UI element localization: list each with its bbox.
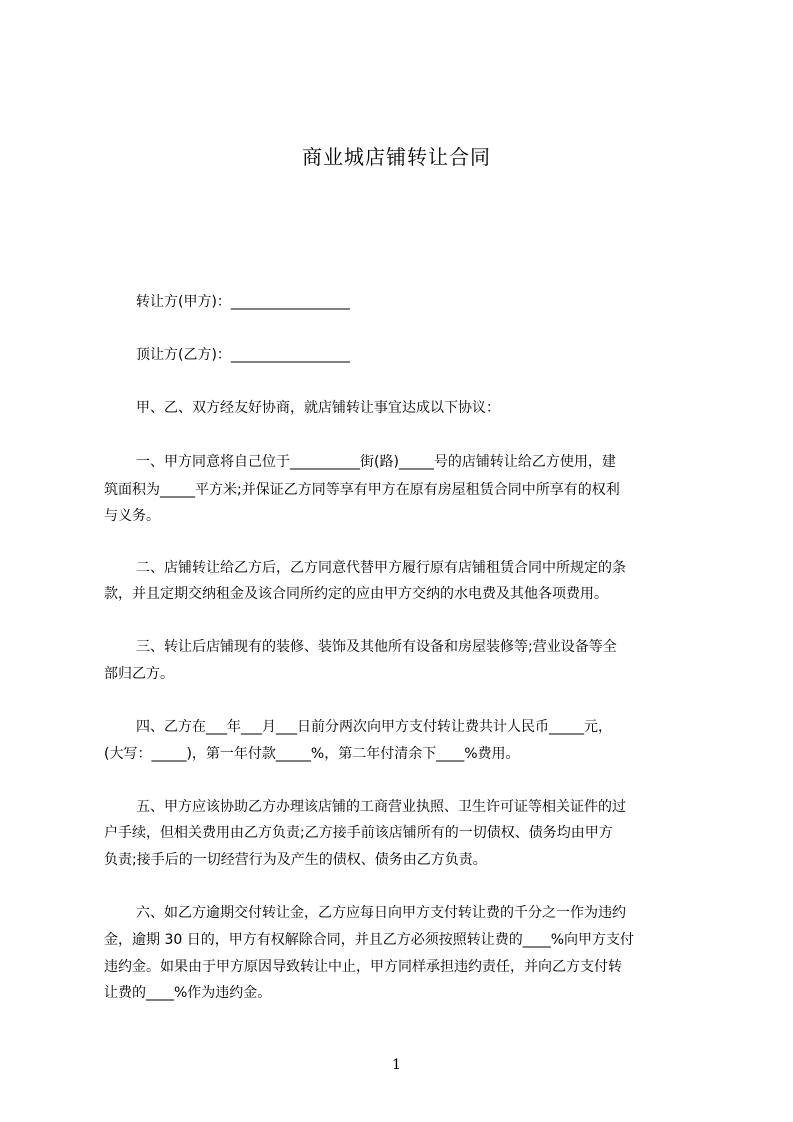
clause-5-line-1: 五、甲方应该协助乙方办理该店铺的工商营业执照、卫生许可证等相关证件的过	[136, 799, 626, 815]
clause-6-line-1: 六、如乙方逾期交付转让金，乙方应每日向甲方支付转让费的千分之一作为违约	[136, 905, 626, 921]
clause-5-line-3: 负责;接手后的一切经营行为及产生的债权、债务由乙方负责。	[104, 852, 487, 868]
clause-6-line-4: 让费的____%作为违约金。	[104, 985, 272, 1001]
page-title: 商业城店铺转让合同	[302, 145, 491, 169]
clause-1-line-2: 筑面积为_____平方米;并保证乙方同等享有甲方在原有房屋租赁合同中所享有的权利	[104, 482, 620, 498]
clause-2-line-2: 款，并且定期交纳租金及该合同所约定的应由甲方交纳的水电费及其他各项费用。	[104, 586, 608, 602]
clause-6-line-2: 金，逾期 30 日的，甲方有权解除合同，并且乙方必须按照转让费的____%向甲方支付	[104, 932, 635, 948]
page-number: 1	[392, 1057, 401, 1073]
clause-3-line-1: 三、转让后店铺现有的装修、装饰及其他所有设备和房屋装修等;营业设备等全	[136, 639, 617, 655]
clause-1-line-1: 一、甲方同意将自己位于__________街(路)_____号的店铺转让给乙方使用，建	[136, 454, 616, 470]
clause-1-line-3: 与义务。	[104, 508, 160, 524]
party-b-line: 顶让方(乙方)：_________________	[136, 347, 350, 363]
party-a-line: 转让方(甲方)：_________________	[136, 294, 350, 310]
clause-4-line-2: (大写：_____)，第一年付款_____%，第二年付清余下____%费用。	[104, 746, 520, 762]
clause-3-line-2: 部归乙方。	[104, 666, 174, 682]
intro-line: 甲、乙、双方经友好协商，就店铺转让事宜达成以下协议：	[136, 400, 500, 416]
clause-2-line-1: 二、店铺转让给乙方后，乙方同意代替甲方履行原有店铺租赁合同中所规定的条	[136, 560, 626, 576]
clause-5-line-2: 户手续，但相关费用由乙方负责;乙方接手前该店铺所有的一切债权、债务均由甲方	[104, 825, 613, 841]
clause-6-line-3: 违约金。如果由于甲方原因导致转让中止，甲方同样承担违约责任，并向乙方支付转	[104, 959, 622, 975]
clause-4-line-1: 四、乙方在___年___月___日前分两次向甲方支付转让费共计人民币_____元，	[136, 719, 612, 735]
